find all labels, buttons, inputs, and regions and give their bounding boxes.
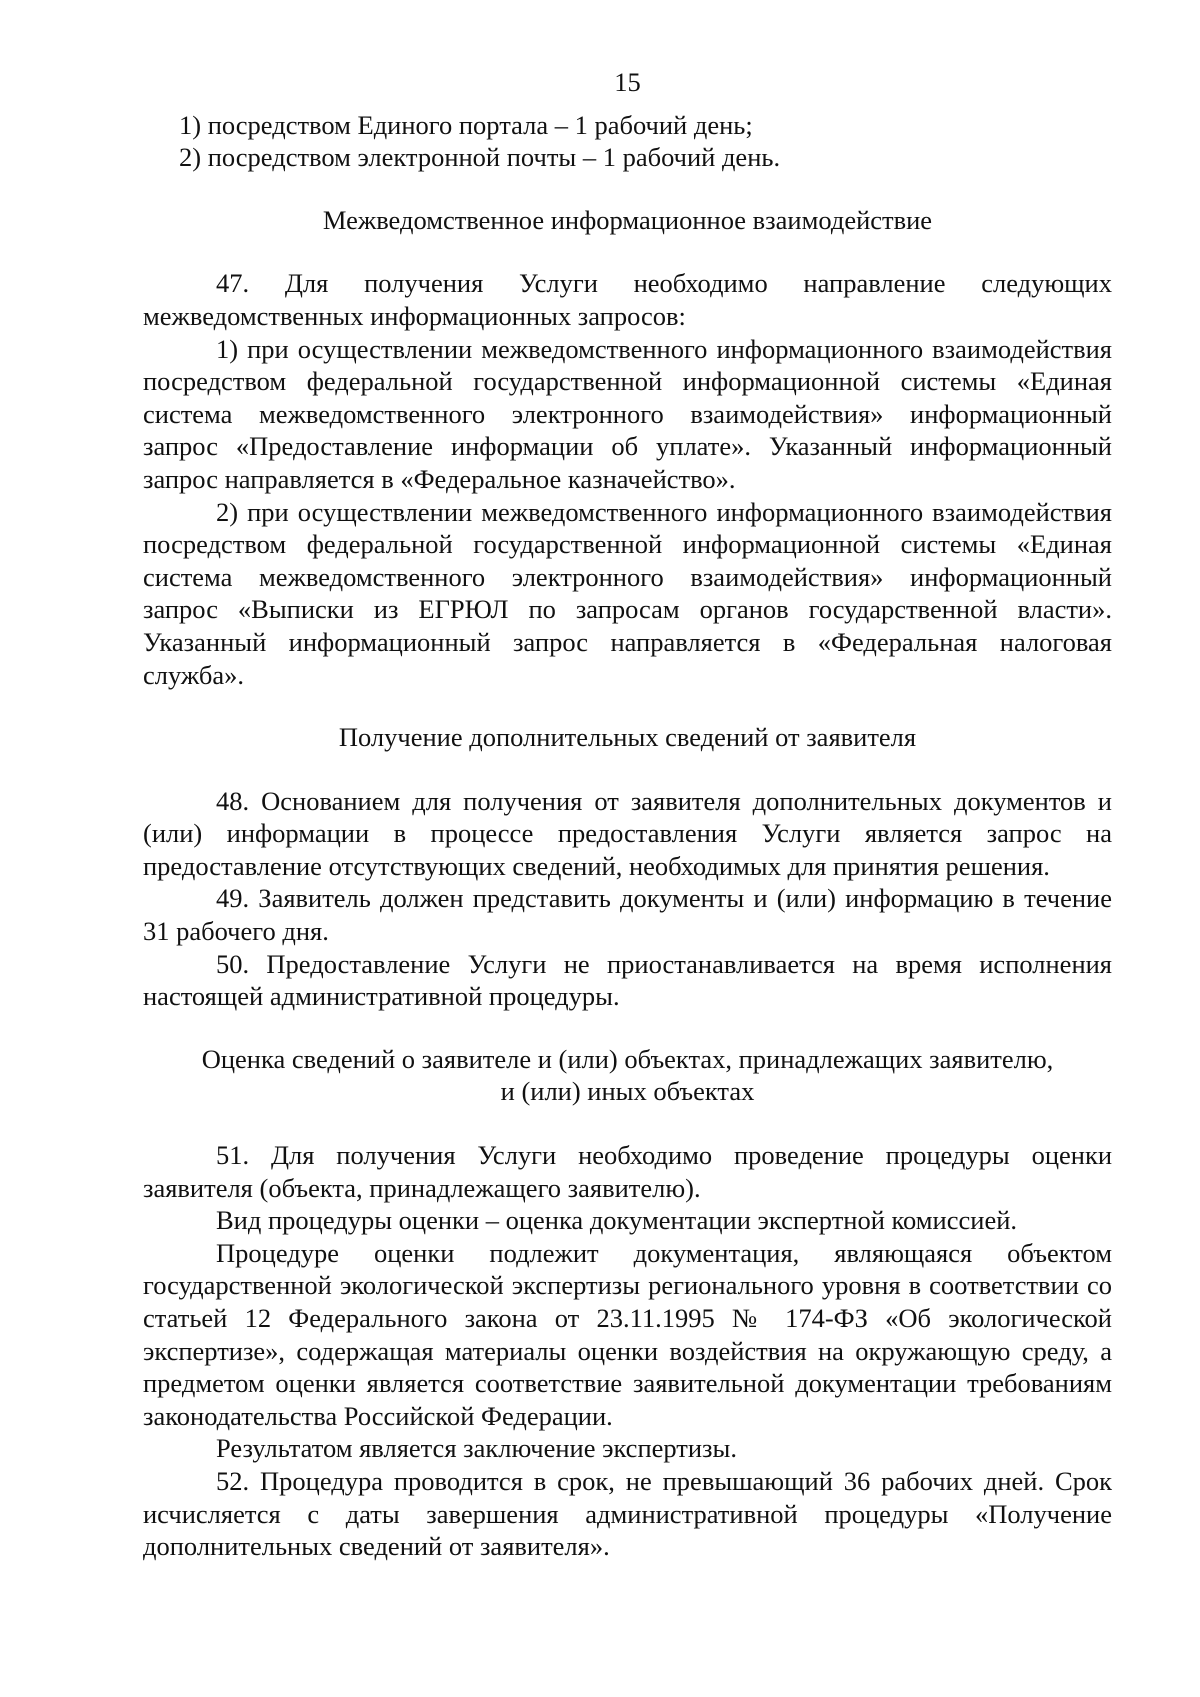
paragraph-assessment-subject: Процедуре оценки подлежит документация, являющаяся объектом государственной экологической экспертизы регионального уровня в соответствии со статьей 12 Федерального закона от 23.11.1995 № 174-ФЗ «Об экологической экспертизе», содержащая материалы оценки воздействия на окружающую среду, а предметом оценки является соответствие заявительной документации требованиям законодательства Российской Федерации.	[143, 1237, 1112, 1431]
paragraph-52: 52. Процедура проводится в срок, не превышающий 36 рабочих дней. Срок исчисляется с даты завершения административной процедуры «Получение дополнительных сведений от заявителя».	[143, 1465, 1112, 1562]
paragraph-48: 48. Основанием для получения от заявителя дополнительных документов и (или) информации в процессе предоставления Услуги является запрос на предоставление отсутствующих сведений, необходимых для принятия решения.	[143, 785, 1112, 881]
paragraph-47: 47. Для получения Услуги необходимо направление следующих межведомственных информационных запросов:	[143, 268, 1112, 331]
section-heading-assessment	[143, 1043, 1112, 1108]
paragraph-49: 49. Заявитель должен представить документы и (или) информацию в течение 31 рабочего дня.	[143, 883, 1112, 947]
section-heading-assessment-line-1: Оценка сведений о заявителе и (или) объектах, принадлежащих заявителю,	[201, 1043, 1054, 1074]
paragraph-50: 50. Предоставление Услуги не приостанавливается на время исполнения настоящей административной процедуры.	[143, 948, 1112, 1012]
section-heading-interagency: Межведомственное информационное взаимодействие	[322, 204, 933, 235]
paragraph-47-item-2: 2) при осуществлении межведомственного информационного взаимодействия посредством федеральной государственной информационной системы «Единая система межведомственного электронного взаимодействия» информационный запрос «Выписки из ЕГРЮЛ по запросам органов государственной власти». Указанный информационный запрос направляется в «Федеральная налоговая служба».	[143, 496, 1112, 690]
paragraph-assessment-type: Вид процедуры оценки – оценка документации экспертной комиссией.	[216, 1205, 1018, 1236]
paragraph-51: 51. Для получения Услуги необходимо проведение процедуры оценки заявителя (объекта, принадлежащего заявителю).	[143, 1140, 1112, 1203]
deadline-item-portal: 1) посредством Единого портала – 1 рабочий день;	[179, 109, 753, 140]
paragraph-47-item-1: 1) при осуществлении межведомственного информационного взаимодействия посредством федеральной государственной информационной системы «Единая система межведомственного электронного взаимодействия» информационный запрос «Предоставление информации об уплате». Указанный информационный запрос направляется в «Федеральное казначейство».	[143, 333, 1112, 494]
section-heading-additional-info: Получение дополнительных сведений от заявителя	[338, 722, 917, 753]
paragraph-assessment-result: Результатом является заключение экспертизы.	[216, 1433, 737, 1464]
deadline-item-email: 2) посредством электронной почты – 1 рабочий день.	[179, 142, 781, 173]
section-heading-assessment-line-2: и (или) иных объектах	[500, 1076, 755, 1107]
page-number: 15	[614, 67, 641, 97]
